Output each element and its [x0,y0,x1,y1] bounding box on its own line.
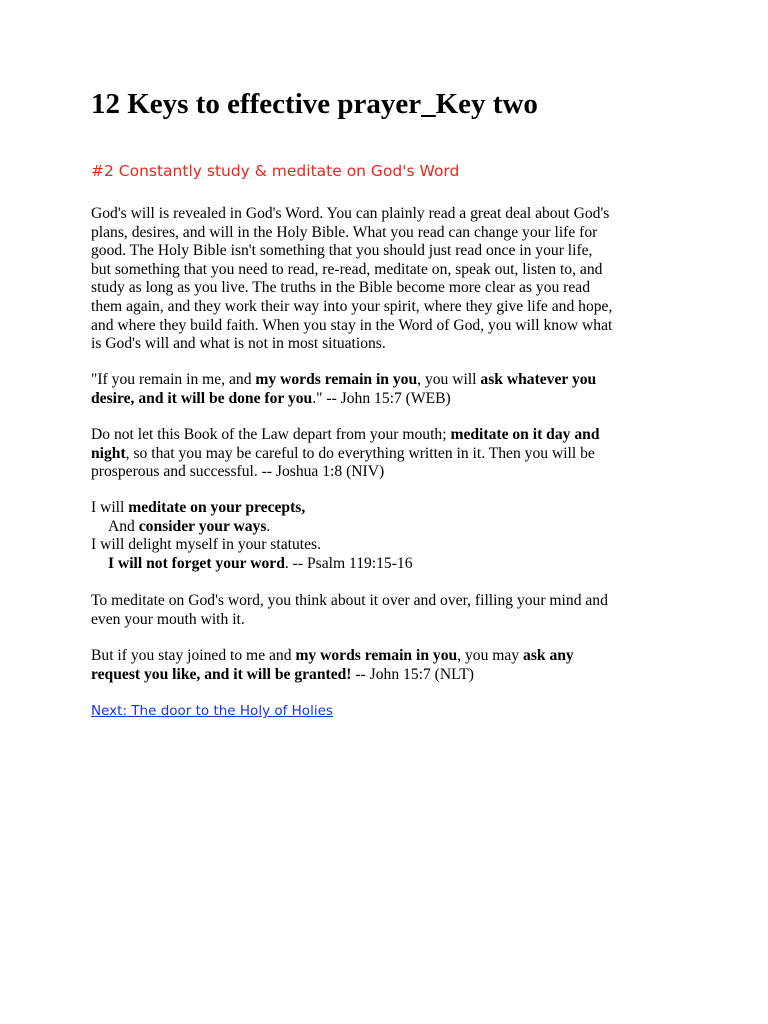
next-page-link[interactable]: Next: The door to the Holy of Holies [91,703,333,719]
psalm-line: I will delight myself in your statutes. [91,536,321,554]
quote-line [91,647,681,666]
quote-citation: -- John 15:7 (NLT) [351,665,474,683]
page-title: 12 Keys to effective prayer_Key two [91,88,538,120]
paragraph-line: plans, desires, and will in the Holy Bible. What you read can change your life for [91,223,598,241]
quote-emphasis: ask any [523,647,574,664]
quote-text: "If you remain in me, and [91,371,256,388]
psalm-emphasis: meditate on your precepts, [128,499,306,516]
psalm-emphasis: I will not forget your word [108,554,285,572]
paragraph-line: To meditate on God's word, you think about it over and over, filling your mind and [91,592,608,609]
quote-text: , you may [457,647,524,664]
paragraph-line: is God's will and what is not in most situations. [91,335,386,353]
quote-text: But if you stay joined to me and [91,647,296,664]
psalm-text: And [108,517,139,535]
quote-line [91,426,681,445]
quote-emphasis: night [91,444,126,462]
quote-text: Do not let this Book of the Law depart from your mouth; [91,426,451,443]
psalm-text: . [266,517,271,535]
quote-emphasis: meditate on it day and [450,426,600,443]
quote-text: , you will [417,371,481,388]
psalm-emphasis: consider your ways [138,517,267,535]
psalm-119-quote [91,499,681,573]
intro-paragraph [91,205,681,354]
psalm-line [91,555,681,574]
quote-citation: prosperous and successful. -- Joshua 1:8 (NIV) [91,463,385,481]
quote-line [91,666,681,685]
paragraph-line: study as long as you live. The truths in the Bible become more clear as you read [91,279,591,297]
john-15-7-web-quote [91,371,681,408]
quote-emphasis: request you like, and it will be granted! [91,665,352,683]
paragraph-line: God's will is revealed in God's Word. You can plainly read a great deal about God's [91,205,610,222]
quote-line [91,445,681,464]
quote-emphasis: desire, and it will be done for you [91,389,313,407]
psalm-line [91,518,681,537]
john-15-7-nlt-quote [91,647,681,684]
paragraph-line: but something that you need to read, re-read, meditate on, speak out, listen to, and [91,260,603,278]
joshua-1-8-quote [91,426,681,482]
paragraph-line: good. The Holy Bible isn't something that you should just read once in your life, [91,242,593,260]
paragraph-line: and where they build faith. When you stay in the Word of God, you will know what [91,316,613,334]
quote-emphasis: my words remain in you [295,647,458,664]
psalm-text: I will [91,499,129,516]
quote-line [91,371,681,390]
paragraph-line: even your mouth with it. [91,610,245,628]
paragraph-line: them again, and they work their way into your spirit, where they give life and hope, [91,297,613,315]
quote-citation: ." -- John 15:7 (WEB) [312,389,451,407]
quote-emphasis: my words remain in you [255,371,418,388]
section-heading: #2 Constantly study & meditate on God's Word [91,162,460,180]
quote-emphasis: ask whatever you [480,371,597,388]
meditate-paragraph [91,592,681,629]
psalm-citation: . -- Psalm 119:15-16 [284,554,413,572]
psalm-line [91,499,681,518]
quote-text: , so that you may be careful to do everything written in it. Then you will be [125,444,595,462]
quote-line [91,390,681,409]
